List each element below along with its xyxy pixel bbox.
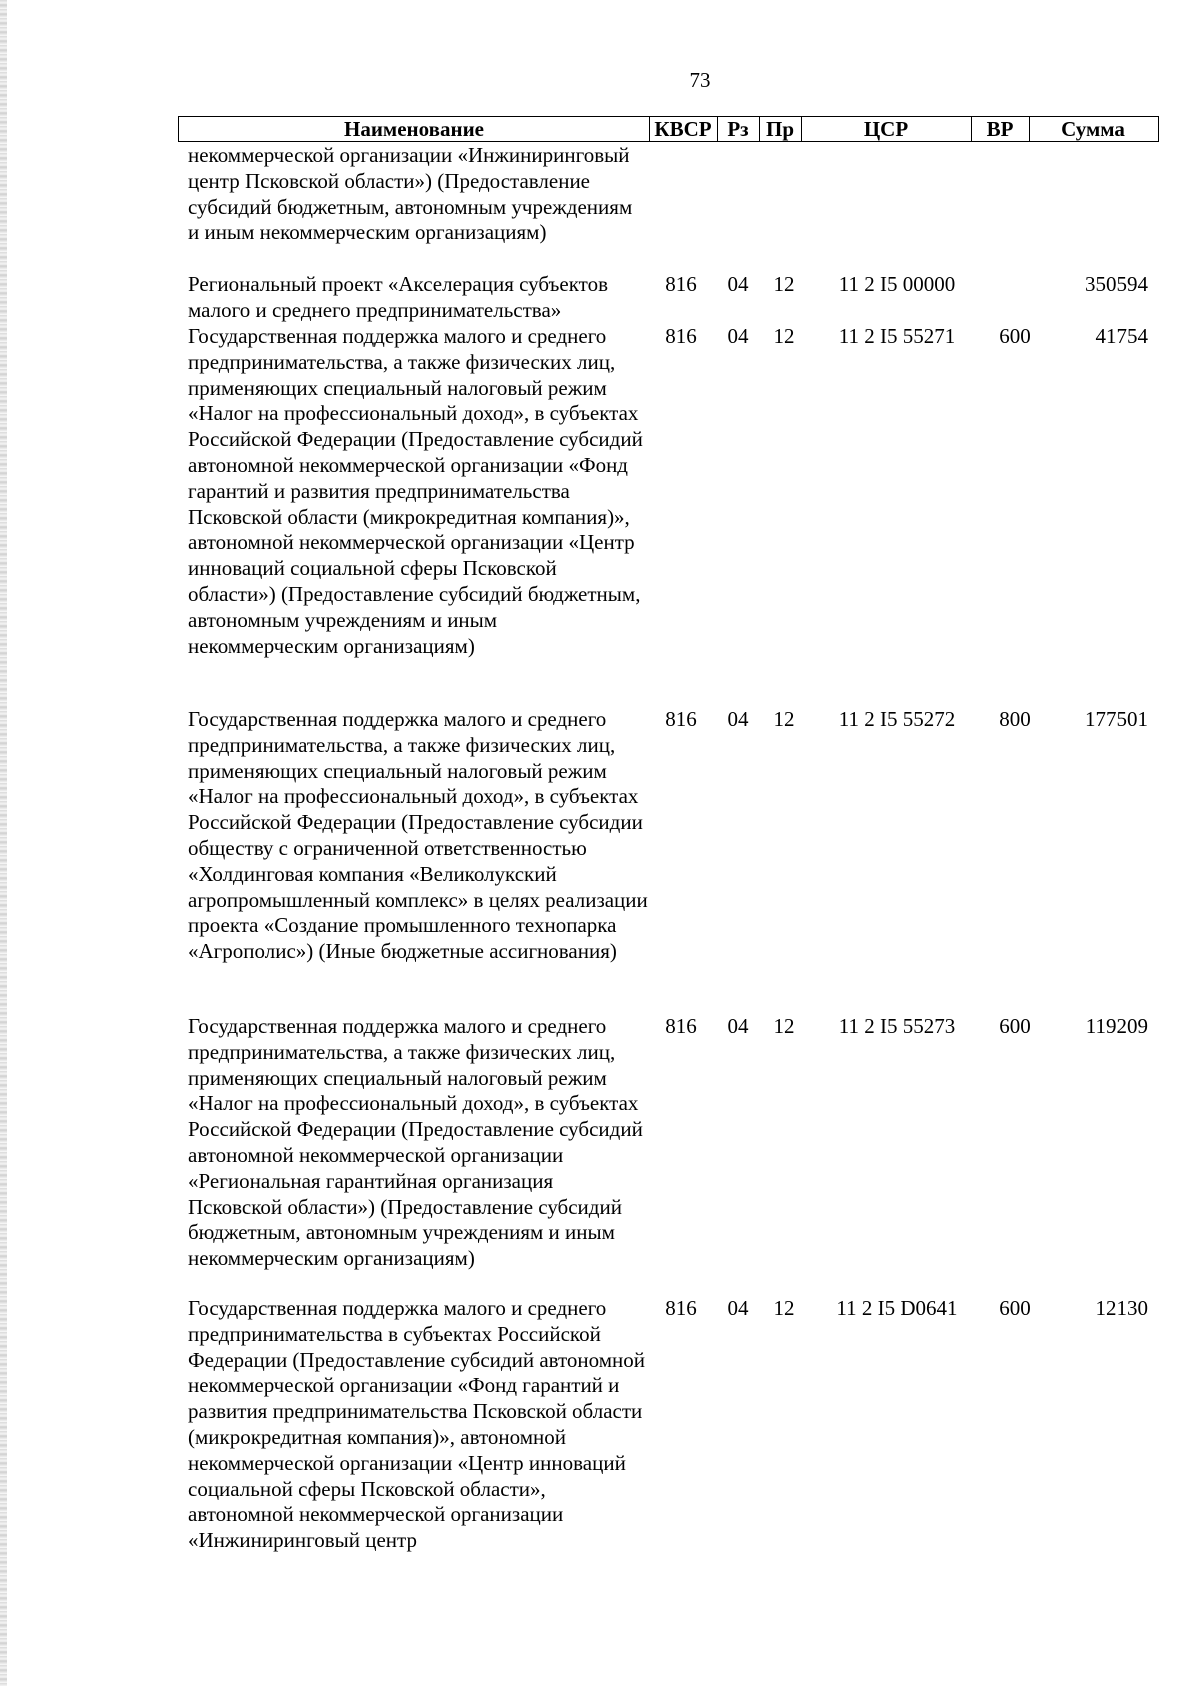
header-kvsr: КВСР	[654, 117, 712, 141]
header-pr: Пр	[765, 117, 794, 141]
table-cell-vr: 600	[999, 1014, 1031, 1038]
header-sum: Сумма	[1061, 117, 1125, 141]
table-cell-sum: 177501	[1085, 707, 1148, 731]
table-cell-sum: 12130	[1095, 1296, 1148, 1320]
table-cell-rz: 04	[727, 1014, 749, 1038]
table-cell-vr: 600	[999, 1296, 1031, 1320]
table-cell-kvsr: 816	[665, 707, 697, 731]
table-cell-pr: 12	[773, 1014, 795, 1038]
table-header	[178, 116, 1159, 142]
table-cell-rz: 04	[727, 1296, 749, 1320]
table-cell-rz: 04	[727, 324, 749, 348]
table-row-name: Государственная поддержка малого и среднего предпринимательства, а также физических лиц, применяющих специальный налоговый режим «Налог на профессиональный доход», в субъектах Российской Федерации (Предоставление субсидии обществу с ограниченной ответственностью «Холдинговая компания «Великолукский агропромышленный комплекс» в целях реализации проекта «Создание промышленного технопарка «Агрополис») (Иные бюджетные ассигнования)	[188, 707, 648, 964]
table-cell-sum: 350594	[1085, 272, 1148, 296]
header-rz: Рз	[727, 117, 749, 141]
page-number: 73	[689, 68, 711, 92]
table-cell-kvsr: 816	[665, 1014, 697, 1038]
table-cell-csr: 11 2 I5 D0641	[836, 1296, 958, 1320]
table-cell-csr: 11 2 I5 00000	[838, 272, 956, 296]
table-cell-kvsr: 816	[665, 1296, 697, 1320]
table-cell-pr: 12	[773, 1296, 795, 1320]
table-cell-pr: 12	[773, 272, 795, 296]
table-cell-kvsr: 816	[665, 272, 697, 296]
table-cell-kvsr: 816	[665, 324, 697, 348]
table-cell-vr: 600	[999, 324, 1031, 348]
table-row-name: Государственная поддержка малого и среднего предпринимательства в субъектах Российской Федерации (Предоставление субсидий автономной некоммерческой организации «Фонд гарантий и развития предпринимательства Псковской области (микрокредитная компания)», автономной некоммерческой организации «Центр инноваций социальной сферы Псковской области», автономной некоммерческой организации «Инжиниринговый центр	[188, 1296, 646, 1553]
table-cell-sum: 119209	[1085, 1014, 1148, 1038]
table-cell-vr: 800	[999, 707, 1031, 731]
table-cell-sum: 41754	[1095, 324, 1148, 348]
header-name: Наименование	[344, 117, 484, 141]
header-vr: ВР	[986, 117, 1014, 141]
table-row-name: Государственная поддержка малого и среднего предпринимательства, а также физических лиц, применяющих специальный налоговый режим «Налог на профессиональный доход», в субъектах Российской Федерации (Предоставление субсидий автономной некоммерческой организации «Региональная гарантийная организация Псковской области») (Предоставление субсидий бюджетным, автономным учреждениям и иным некоммерческим организациям)	[188, 1014, 643, 1271]
table-cell-csr: 11 2 I5 55273	[838, 1014, 956, 1038]
table-cell-csr: 11 2 I5 55271	[838, 324, 956, 348]
table-row-name: Региональный проект «Акселерация субъектов малого и среднего предпринимательства»	[188, 272, 608, 322]
header-csr: ЦСР	[863, 117, 909, 141]
table-row-name: Государственная поддержка малого и среднего предпринимательства, а также физических лиц, применяющих специальный налоговый режим «Налог на профессиональный доход», в субъектах Российской Федерации (Предоставление субсидий автономной некоммерческой организации «Фонд гарантий и развития предпринимательства Псковской области (микрокредитная компания)», автономной некоммерческой организации «Центр инноваций социальной сферы Псковской области») (Предоставление субсидий бюджетным, автономным учреждениям и иным некоммерческим организациям)	[188, 324, 643, 658]
table-row-name: некоммерческой организации «Инжиниринговый центр Псковской области») (Предоставление субсидий бюджетным, автономным учреждениям и иным некоммерческим организациям)	[188, 143, 633, 245]
table-cell-pr: 12	[773, 324, 795, 348]
table-cell-pr: 12	[773, 707, 795, 731]
table-cell-csr: 11 2 I5 55272	[838, 707, 956, 731]
table-cell-rz: 04	[727, 707, 749, 731]
table-cell-rz: 04	[727, 272, 749, 296]
scan-edge	[0, 0, 7, 1686]
